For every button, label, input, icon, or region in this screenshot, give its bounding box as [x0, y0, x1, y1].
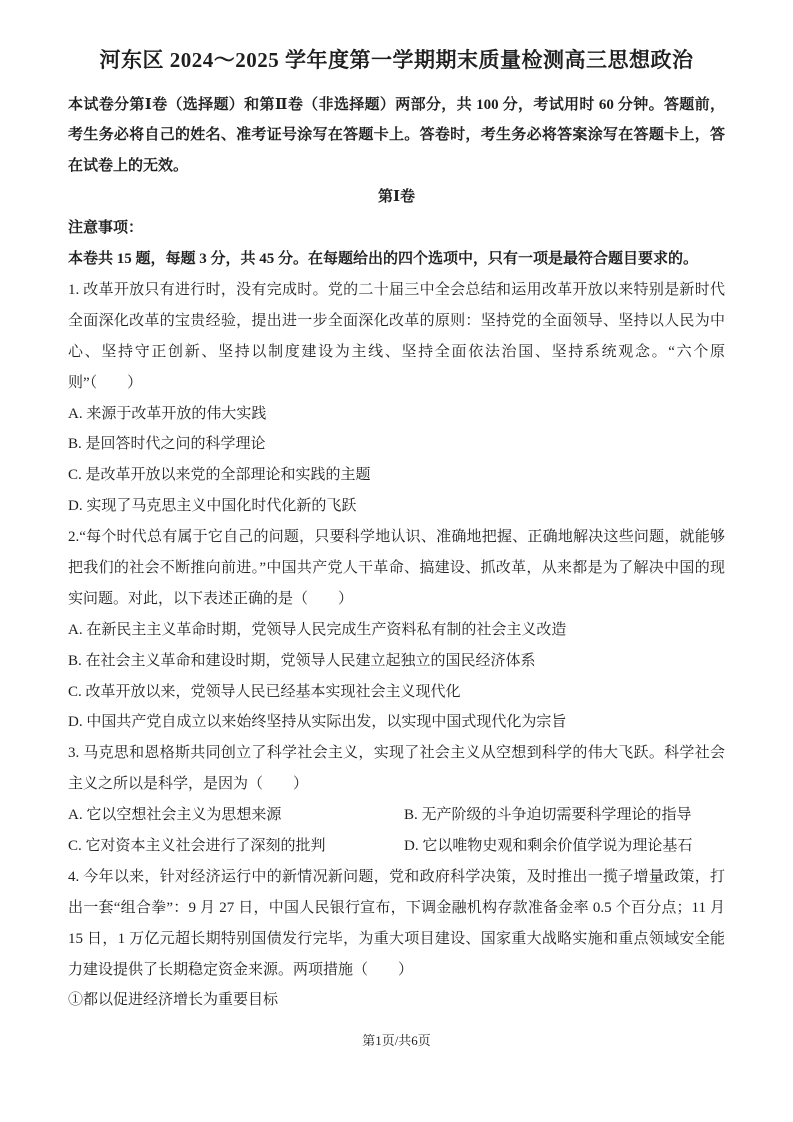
question-3-option-b: B. 无产阶级的斗争迫切需要科学理论的指导 [404, 807, 692, 824]
question-1-option-c: C. 是改革开放以来党的全部理论和实践的主题 [68, 467, 371, 484]
section-title: 第Ⅰ卷 [377, 189, 416, 206]
question-2-option-c: C. 改革开放以来，党领导人民已经基本实现社会主义现代化 [68, 683, 461, 700]
question-3-option-d: D. 它以唯物史观和剩余价值学说为理论基石 [404, 837, 693, 854]
question-1-option-a: A. 来源于改革开放的伟大实践 [68, 405, 267, 422]
notice-body: 本卷共 15 题，每题 3 分，共 45 分。在每题给出的四个选项中，只有一项是最符合题目要求的。 [68, 251, 699, 268]
question-1 [68, 275, 725, 522]
question-2-option-b: B. 在社会主义革命和建设时期，党领导人民建立起独立的国民经济体系 [68, 652, 536, 669]
question-4-stem: 4. 今年以来，针对经济运行中的新情况新问题，党和政府科学决策，及时推出一揽子增量政策，打出一套“组合拳”：9 月 27 日，中国人民银行宣布，下调金融机构存款准备金率 0.5 个百分点；11 月 15 日，1 万亿元超长期特别国债发行完毕，为重大项目建设、国家重大战略实施和重点领域安全能力建设提供了长期稳定资金来源。两项措施（ ） [68, 868, 725, 978]
question-2-stem: 2.“每个时代总有属于它自己的问题，只要科学地认识、准确地把握、正确地解决这些问题，就能够把我们的社会不断推向前进。”中国共产党人干革命、搞建设、抓改革，从来都是为了解决中国的现实问题。对此，以下表述正确的是（ ） [68, 529, 725, 607]
notice-label: 注意事项： [68, 220, 144, 237]
question-1-stem: 1. 改革开放只有进行时，没有完成时。党的二十届三中全会总结和运用改革开放以来特别是新时代全面深化改革的宝贵经验，提出进一步全面深化改革的原则：坚持党的全面领导、坚持以人民为中心、坚持守正创新、坚持以制度建设为主线、坚持全面依法治国、坚持系统观念。“六个原则”（ ） [68, 281, 725, 391]
question-3-option-c: C. 它对资本主义社会进行了深刻的批判 [68, 837, 326, 854]
question-2 [68, 522, 725, 738]
question-4-item-1: ①都以促进经济增长为重要目标 [68, 992, 279, 1009]
question-2-option-d: D. 中国共产党自成立以来始终坚持从实际出发，以实现中国式现代化为宗旨 [68, 714, 567, 731]
exam-instructions: 本试卷分第Ⅰ卷（选择题）和第Ⅱ卷（非选择题）两部分，共 100 分，考试用时 60 分钟。答题前，考生务必将自己的姓名、准考证号涂写在答题卡上。答卷时，考生务必将答案涂写在答题卡上，答在试卷上的无效。 [68, 96, 725, 175]
question-3-stem: 3. 马克思和恩格斯共同创立了科学社会主义，实现了社会主义从空想到科学的伟大飞跃。科学社会主义之所以是科学，是因为（ ） [68, 745, 725, 793]
question-1-option-b: B. 是回答时代之问的科学理论 [68, 436, 266, 453]
question-2-option-a: A. 在新民主主义革命时期，党领导人民完成生产资料私有制的社会主义改造 [68, 621, 567, 638]
question-3-options-row-1 [68, 800, 725, 831]
question-3-option-a: A. 它以空想社会主义为思想来源 [68, 807, 282, 824]
question-1-option-d: D. 实现了马克思主义中国化时代化新的飞跃 [68, 498, 357, 515]
question-4 [68, 862, 725, 1016]
exam-title: 河东区 2024～2025 学年度第一学期期末质量检测高三思想政治 [99, 48, 694, 72]
question-3-options-row-2 [68, 831, 725, 862]
page-number: 第1页/共6页 [362, 1032, 431, 1048]
question-3 [68, 738, 725, 862]
